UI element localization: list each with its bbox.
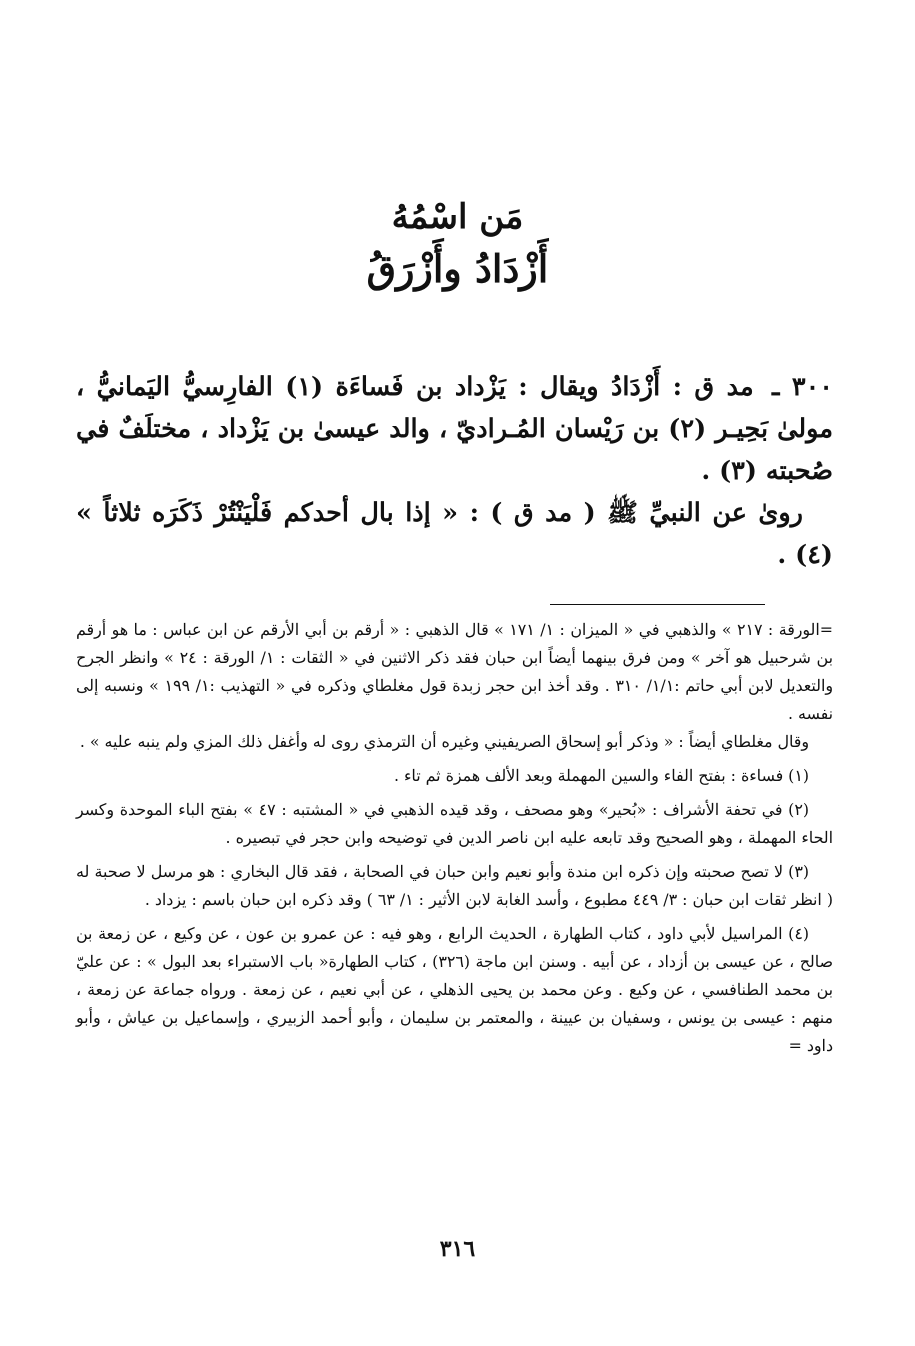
footnote-divider xyxy=(550,604,765,605)
footnote-2: (٢) في تحفة الأشراف : «بُحير» وهو مصحف ، وقد قيده الذهبي في « المشتبه : ٤٧ » بفتح الباء الموحدة وكسر الحاء المهملة ، وهو الصحيح وقد تابعه عليه ابن ناصر الدين في توضيحه وابن حجر في تبصيره . xyxy=(76,800,833,847)
footnote-continuation: =الورقة : ٢١٧ » والذهبي في « الميزان : ١/ ١٧١ » قال الذهبي : « أرقم بن أبي الأرقم عن ابن عباس : ما هو أرقم بن شرحبيل هو آخر » ومن فرق بينهما أيضاً ابن حبان فقد ذكر الاثنين في « الثقات : ١/ الورقة : ٢٤ » وانظر الجرح والتعديل لابن أبي حاتم :١/١/ ٣١٠ . وقد أخذ ابن حجر زبدة قول مغلطاي وذكره في « التهذيب :١/ ١٩٩ » ونسبه إلى نفسه . xyxy=(76,620,834,723)
footnotes xyxy=(76,616,833,1060)
footnote-3: (٣) لا تصح صحبته وإن ذكره ابن مندة وأبو نعيم وابن حبان في الصحابة ، فقد قال البخاري : هو مرسل لا صحبة له ( انظر ثقات ابن حبان : ٣/ ٤٤٩ مطبوع ، وأسد الغابة لابن الأثير : ١/ ٦٣ ) وقد ذكره ابن حبان باسم : يزداد . xyxy=(76,862,833,909)
biography-entry xyxy=(76,366,833,576)
footnote-continuation-2: وقال مغلطاي أيضاً : « وذكر أبو إسحاق الصريفيني وغيره أن الترمذي روى له وأغفل ذلك المزي ولم ينبه عليه » . xyxy=(79,732,809,751)
section-heading xyxy=(0,192,915,296)
footnote-1: (١) فساءة : بفتح الفاء والسين المهملة وبعد الألف همزة ثم تاء . xyxy=(393,766,809,785)
entry-paragraph-2: روىٰ عن النبيِّ ﷺ ( مد ق ) : « إذا بال أحدكم فَلْيَنْتُرْ ذَكَرَه ثلاثاً » (٤) . xyxy=(76,498,833,570)
page-number: ٣١٦ xyxy=(439,1236,476,1262)
entry-number: ٣٠٠ ـ xyxy=(772,372,833,402)
entry-paragraph-1 xyxy=(76,366,833,492)
entry-text-1: مد ق : أَزْدَادُ ويقال : يَزْداد بن فَساءَة (١) الفارِسيُّ اليَمانيُّ ، مولىٰ بَحِيـر (٢) بن رَيْسان المُـراديّ ، والد عيسىٰ بن يَزْداد ، مختلَفٌ في صُحبته (٣) . xyxy=(76,372,833,486)
section-heading-line-2: أَزْدَادُ وأَزْرَقُ xyxy=(366,246,549,291)
section-heading-line-1: مَن اسْمُهُ xyxy=(391,197,524,237)
footnote-4: (٤) المراسيل لأبي داود ، كتاب الطهارة ، الحديث الرابع ، وهو فيه : عن عمرو بن عون ، عن وكيع ، عن زمعة بن صالح ، عن عيسى بن أزداد ، عن أبيه . وسنن ابن ماجة (٣٢٦) ، كتاب الطهارة« باب الاستبراء بعد البول » : عن عليّ بن محمد الطنافسي ، عن وكيع . وعن محمد بن يحيى الذهلي ، عن أبي نعيم ، عن زمعة . ورواه جماعة عن زمعة ، منهم : عيسى بن يونس ، وسفيان بن عيينة ، والمعتمر بن سليمان ، وأبو أحمد الزبيري ، وإسماعيل بن عياش ، وأبو داود = xyxy=(76,924,833,1055)
